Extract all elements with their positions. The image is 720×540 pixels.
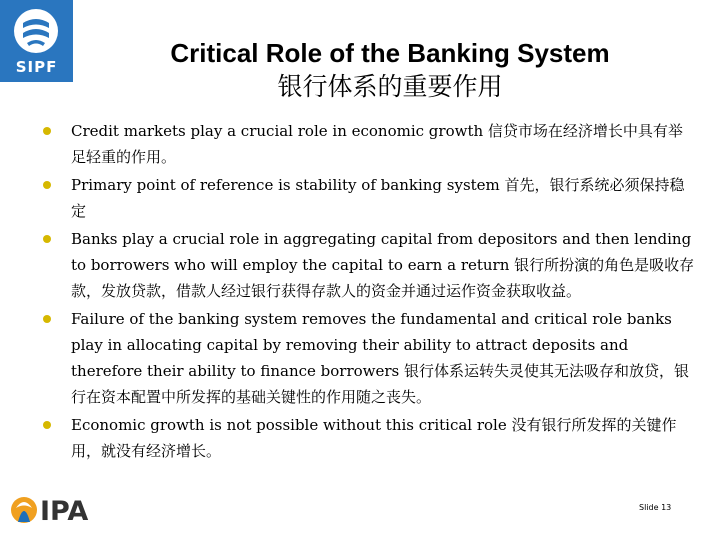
sipf-logo-text: SIPF bbox=[15, 58, 58, 76]
bullet-text: Credit markets play a crucial role in economic growth 信贷市场在经济增长中具有举足轻重的作用。 bbox=[71, 122, 683, 166]
title-chinese: 银行体系的重要作用 bbox=[277, 72, 503, 101]
slide-title bbox=[110, 36, 670, 104]
bullet-text: Primary point of reference is stability of banking system 首先，银行系统必须保持稳定 bbox=[71, 176, 685, 220]
bullet-list bbox=[40, 118, 695, 466]
ipa-logo bbox=[10, 492, 100, 532]
bullet-dot-icon bbox=[43, 127, 51, 135]
bullet-item bbox=[40, 306, 695, 410]
bullet-item bbox=[40, 412, 695, 464]
ipa-wordmark-text: IPA bbox=[40, 496, 89, 525]
bullet-text: Economic growth is not possible without this critical role 没有银行所发挥的关键作用，就没有经济增长。 bbox=[71, 416, 677, 460]
bullet-item bbox=[40, 226, 695, 304]
bullet-dot-icon bbox=[43, 421, 51, 429]
bullet-dot-icon bbox=[43, 315, 51, 323]
bullet-item bbox=[40, 172, 695, 224]
bullet-item bbox=[40, 118, 695, 170]
bullet-text: Failure of the banking system removes the fundamental and critical role banks play in allocating capital by removing their ability to attract deposits and therefore their ability to finance borrowers 银行体系运转失灵使其无法吸存和放贷，银行在资本配置中所发挥的基础关键性的作用随之丧失。 bbox=[71, 310, 690, 406]
title-english: Critical Role of the Banking System bbox=[170, 38, 610, 68]
sipf-logo bbox=[0, 0, 73, 82]
bullet-dot-icon bbox=[43, 235, 51, 243]
sipf-emblem-icon bbox=[9, 6, 63, 56]
bullet-dot-icon bbox=[43, 181, 51, 189]
slide-number: Slide 13 bbox=[639, 503, 672, 512]
bullet-text: Banks play a crucial role in aggregating capital from depositors and then lending to borrowers who will employ the capital to earn a return 银行所扮演的角色是吸收存款，发放贷款，借款人经过银行获得存款人的资金并通过运作资金获取收益。 bbox=[71, 230, 695, 300]
ipa-wordmark bbox=[40, 495, 102, 525]
